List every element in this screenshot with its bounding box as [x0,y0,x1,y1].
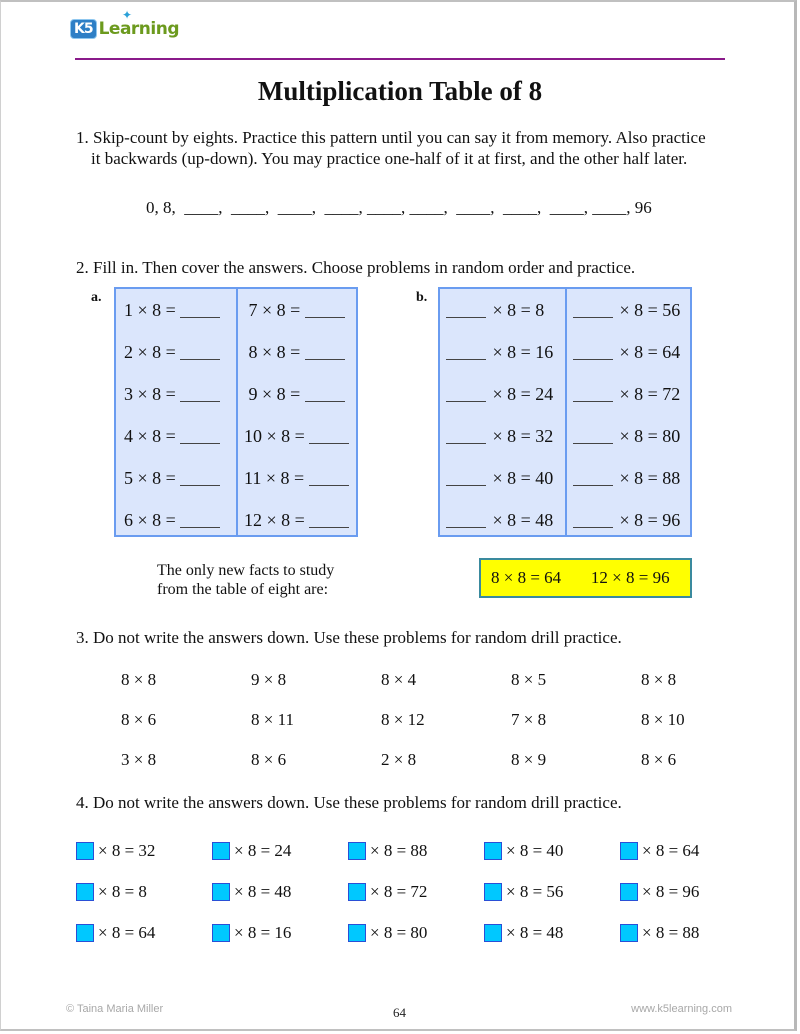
equation-text: × 8 = 88 [615,467,681,488]
table-b-row [567,415,690,457]
table-a-row [238,289,356,331]
table-b [438,287,692,537]
answer-box[interactable] [76,924,94,942]
page-title: Multiplication Table of 8 [257,76,543,106]
fill-row [76,871,756,912]
new-facts-highlight: 8 × 8 = 64 12 × 8 = 96 [479,558,692,598]
question-2: 2. Fill in. Then cover the answers. Choose problems in random order and practice. [76,258,636,277]
section-b-label: b. [416,290,428,305]
drill-problem: 8 × 6 [121,710,157,729]
k5-learning-logo [70,8,180,42]
new-facts-note [157,561,334,599]
table-a-row [238,331,356,373]
drill-problem: 3 × 8 [121,750,157,769]
answer-blank[interactable] [180,513,220,528]
answer-blank[interactable] [309,471,349,486]
equation-text: × 8 = 16 [488,341,554,362]
answer-blank[interactable] [573,429,613,444]
table-a-row [116,415,236,457]
drill-row [121,660,771,700]
fill-problem [348,923,484,943]
missing-factor-grid [76,830,756,953]
fill-problem [348,841,484,861]
equation-text: 1 × 8 = [124,299,181,320]
answer-box[interactable] [484,842,502,860]
answer-box[interactable] [212,842,230,860]
answer-blank[interactable] [180,345,220,360]
section-a-label: a. [91,290,102,305]
fill-row [76,912,756,953]
footer-url[interactable]: www.k5learning.com [631,1003,732,1015]
drill-grid [121,660,771,780]
fill-problem [76,923,212,943]
table-b-row [567,499,690,541]
equation-text: 7 × 8 = [244,299,305,320]
answer-blank[interactable] [305,387,345,402]
answer-box[interactable] [484,883,502,901]
drill-problem: 8 × 12 [381,710,425,729]
equation-text: × 8 = 72 [370,881,428,901]
question-4: 4. Do not write the answers down. Use these problems for random drill practice. [76,793,622,812]
fill-problem [484,923,620,943]
drill-row [121,700,771,740]
equation-text: × 8 = 32 [488,425,554,446]
answer-blank[interactable] [446,303,486,318]
equation-text: 8 × 8 = [244,341,305,362]
equation-text: × 8 = 88 [370,840,428,860]
table-b-row [440,457,565,499]
footer-copyright: © Taina Maria Miller [66,1003,164,1015]
table-b-row [440,373,565,415]
equation-text: 5 × 8 = [124,467,181,488]
header-rule [75,58,725,60]
drill-problem: 7 × 8 [511,710,547,729]
equation-text: × 8 = 8 [98,881,147,901]
table-b-row [567,289,690,331]
equation-text: 3 × 8 = [124,383,181,404]
skip-count-sequence[interactable]: 0, 8, ____, ____, ____, ____, ____, ____, ____, ____, ____, ____, 96 [146,198,652,217]
table-a-row [116,373,236,415]
table-a-left-column [116,289,236,535]
answer-blank[interactable] [305,345,345,360]
answer-blank[interactable] [180,303,220,318]
answer-box[interactable] [212,883,230,901]
drill-problem: 8 × 8 [641,670,677,689]
table-b-row [567,373,690,415]
equation-text: 10 × 8 = [244,425,310,446]
drill-problem: 8 × 8 [121,670,157,689]
answer-blank[interactable] [180,471,220,486]
q1-line2: it backwards (up-down). You may practice one-half of it at first, and the other half later. [91,149,688,168]
equation-text: × 8 = 48 [506,922,564,942]
table-a-row [238,415,356,457]
table-b-left-column [440,289,565,535]
answer-blank[interactable] [573,345,613,360]
table-b-row [567,331,690,373]
table-b-row [440,415,565,457]
answer-blank[interactable] [309,429,349,444]
equation-text: × 8 = 64 [615,341,681,362]
table-a-row [238,457,356,499]
answer-blank[interactable] [573,471,613,486]
table-a [114,287,358,537]
equation-text: × 8 = 40 [506,840,564,860]
answer-blank[interactable] [446,345,486,360]
fill-problem [76,882,212,902]
drill-problem: 8 × 6 [251,750,287,769]
drill-problem: 8 × 4 [381,670,417,689]
equation-text: × 8 = 64 [98,922,156,942]
equation-text: × 8 = 48 [488,509,554,530]
equation-text: × 8 = 40 [488,467,554,488]
table-a-right-column [236,289,356,535]
answer-box[interactable] [348,924,366,942]
equation-text: × 8 = 80 [615,425,681,446]
drill-problem: 8 × 11 [251,710,294,729]
answer-blank[interactable] [446,471,486,486]
equation-text: × 8 = 32 [98,840,156,860]
answer-box[interactable] [76,883,94,901]
equation-text: × 8 = 88 [642,922,700,942]
drill-row [121,740,771,780]
table-b-row [440,331,565,373]
equation-text: × 8 = 80 [370,922,428,942]
answer-box[interactable] [484,924,502,942]
q1-line1: 1. Skip-count by eights. Practice this pattern until you can say it from memory. Also practice [76,128,706,147]
table-a-row [116,499,236,541]
page-number: 64 [393,1005,406,1020]
equation-text: × 8 = 56 [615,299,681,320]
drill-problem: 8 × 9 [511,750,547,769]
fill-problem [620,882,756,902]
answer-box[interactable] [348,883,366,901]
equation-text: 6 × 8 = [124,509,181,530]
fill-problem [620,923,756,943]
answer-blank[interactable] [573,303,613,318]
equation-text: 2 × 8 = [124,341,181,362]
note-line1: The only new facts to study [157,562,335,579]
table-a-row [116,331,236,373]
answer-blank[interactable] [446,387,486,402]
equation-text: × 8 = 96 [642,881,700,901]
equation-text: × 8 = 24 [488,383,554,404]
answer-blank[interactable] [573,513,613,528]
equation-text: 4 × 8 = [124,425,181,446]
answer-blank[interactable] [446,513,486,528]
equation-text: × 8 = 48 [234,881,292,901]
table-a-row [238,499,356,541]
fill-problem [484,841,620,861]
answer-blank[interactable] [573,387,613,402]
equation-text: × 8 = 64 [642,840,700,860]
equation-text: 9 × 8 = [244,383,305,404]
answer-box[interactable] [620,924,638,942]
table-b-row [440,499,565,541]
answer-blank[interactable] [309,513,349,528]
table-a-row [238,373,356,415]
logo-text: Learning [98,19,180,39]
answer-blank[interactable] [180,429,220,444]
fill-problem [212,923,348,943]
answer-blank[interactable] [446,429,486,444]
fill-problem [620,841,756,861]
equation-text: × 8 = 56 [506,881,564,901]
table-b-row [567,457,690,499]
logo-badge: K5 [70,19,97,39]
drill-problem: 2 × 8 [381,750,417,769]
table-a-row [116,457,236,499]
answer-blank[interactable] [305,303,345,318]
answer-box[interactable] [620,883,638,901]
note-line2: from the table of eight are: [157,581,329,598]
person-star-icon: ✦ [122,8,133,22]
answer-box[interactable] [620,842,638,860]
drill-problem: 9 × 8 [251,670,287,689]
equation-text: × 8 = 16 [234,922,292,942]
fill-problem [212,841,348,861]
equation-text: × 8 = 96 [615,509,681,530]
answer-box[interactable] [76,842,94,860]
drill-problem: 8 × 10 [641,710,685,729]
question-3: 3. Do not write the answers down. Use these problems for random drill practice. [76,628,622,647]
drill-problem: 8 × 6 [641,750,677,769]
fill-problem [76,841,212,861]
fill-row [76,830,756,871]
equation-text: 11 × 8 = [244,467,309,488]
equation-text: × 8 = 72 [615,383,681,404]
answer-box[interactable] [348,842,366,860]
answer-blank[interactable] [180,387,220,402]
drill-problem: 8 × 5 [511,670,547,689]
fill-problem [348,882,484,902]
equation-text: × 8 = 24 [234,840,292,860]
table-b-right-column [565,289,690,535]
table-a-row [116,289,236,331]
fill-problem [212,882,348,902]
fill-problem [484,882,620,902]
equation-text: 12 × 8 = [244,509,310,530]
answer-box[interactable] [212,924,230,942]
equation-text: × 8 = 8 [488,299,545,320]
table-b-row [440,289,565,331]
question-1 [76,127,736,169]
